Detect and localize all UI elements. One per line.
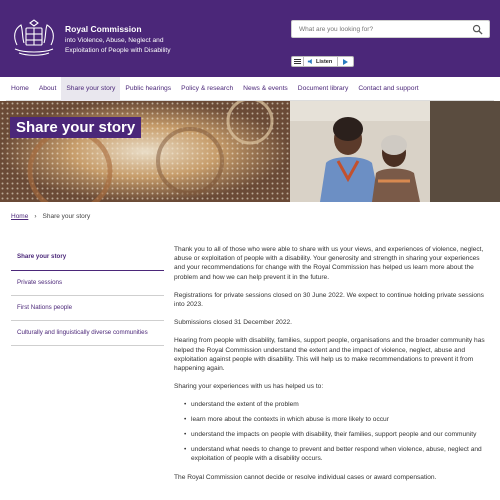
sidebar-item-share-your-story[interactable]: Share your story <box>11 247 164 271</box>
breadcrumb-home-link[interactable]: Home <box>11 213 29 220</box>
nav-item-share-your-story[interactable]: Share your story <box>61 77 120 101</box>
helped-us-list <box>184 400 490 463</box>
read-aloud-toolbar <box>291 56 354 67</box>
nav-item-home[interactable]: Home <box>11 85 29 92</box>
coat-of-arms-logo[interactable] <box>9 19 59 57</box>
list-item: • learn more about the contexts in which abuse is more likely to occur <box>184 415 490 424</box>
hero-banner <box>0 101 500 202</box>
nav-item-news-events[interactable]: News & events <box>243 85 288 92</box>
intro-paragraph: Thank you to all of those who were able to share with us your views, and experiences of violence, neglect, abuse or exploitation of people with a disability. Your generosity and strength in sharing your experiences and your recommendations for change with the Royal Commission has helped us learn more about the problem and how we can help prevent it in the future. <box>174 246 484 281</box>
list-item: • understand the impacts on people with disability, their families, support people and our community <box>184 430 490 439</box>
nav-item-public-hearings[interactable]: Public hearings <box>125 85 172 92</box>
menu-icon[interactable] <box>292 57 304 66</box>
search-input[interactable] <box>292 21 467 37</box>
submissions-paragraph: Submissions closed 31 December 2022. <box>174 319 293 327</box>
nav-item-policy-research[interactable]: Policy & research <box>181 85 234 92</box>
compensation-paragraph: The Royal Commission cannot decide or resolve individual cases or award compensation. <box>174 473 437 481</box>
list-item: • understand the extent of the problem <box>184 400 490 409</box>
main-nav <box>6 77 494 101</box>
main-content <box>174 245 490 491</box>
page-title: Share your story <box>10 117 141 138</box>
helped-us-paragraph: Sharing your experiences with us has helped us to: <box>174 383 324 391</box>
site-header <box>0 0 500 77</box>
hearing-paragraph: Hearing from people with disability, families, support people, organisations and the broader community has helped the Royal Commission understand the extent and the impact of violence, neglect, abuse and exploitation against people with disability. This will help us to make recommendations to prevent it from happening again. <box>174 337 485 373</box>
sidebar-item-cald-communities[interactable]: Culturally and linguistically diverse communities <box>11 321 164 346</box>
play-icon[interactable] <box>338 57 353 66</box>
sidebar-item-private-sessions[interactable]: Private sessions <box>11 271 164 296</box>
section-sidebar <box>11 247 164 346</box>
breadcrumb <box>11 213 90 220</box>
search-box <box>291 20 490 38</box>
org-subtitle[interactable]: into Violence, Abuse, Neglect and Exploitation of People with Disability <box>65 37 171 54</box>
sidebar-item-first-nations[interactable]: First Nations people <box>11 296 164 321</box>
org-title[interactable]: Royal Commission <box>65 24 142 34</box>
breadcrumb-current: Share your story <box>42 213 91 220</box>
speaker-icon <box>307 58 314 65</box>
listen-label: Listen <box>316 58 333 65</box>
registrations-paragraph: Registrations for private sessions closed on 30 June 2022. We expect to continue holding private sessions into 2023. <box>174 291 484 309</box>
list-item: • understand what needs to change to prevent and better respond when violence, abuse, neglect and exploitation of people with a disability occurs. <box>184 445 490 463</box>
nav-item-contact-support[interactable]: Contact and support <box>358 85 419 92</box>
listen-button[interactable] <box>304 57 338 66</box>
nav-item-document-library[interactable]: Document library <box>297 85 349 92</box>
breadcrumb-separator-icon: › <box>34 213 37 220</box>
nav-item-about[interactable]: About <box>38 85 57 92</box>
search-icon[interactable] <box>472 24 483 35</box>
